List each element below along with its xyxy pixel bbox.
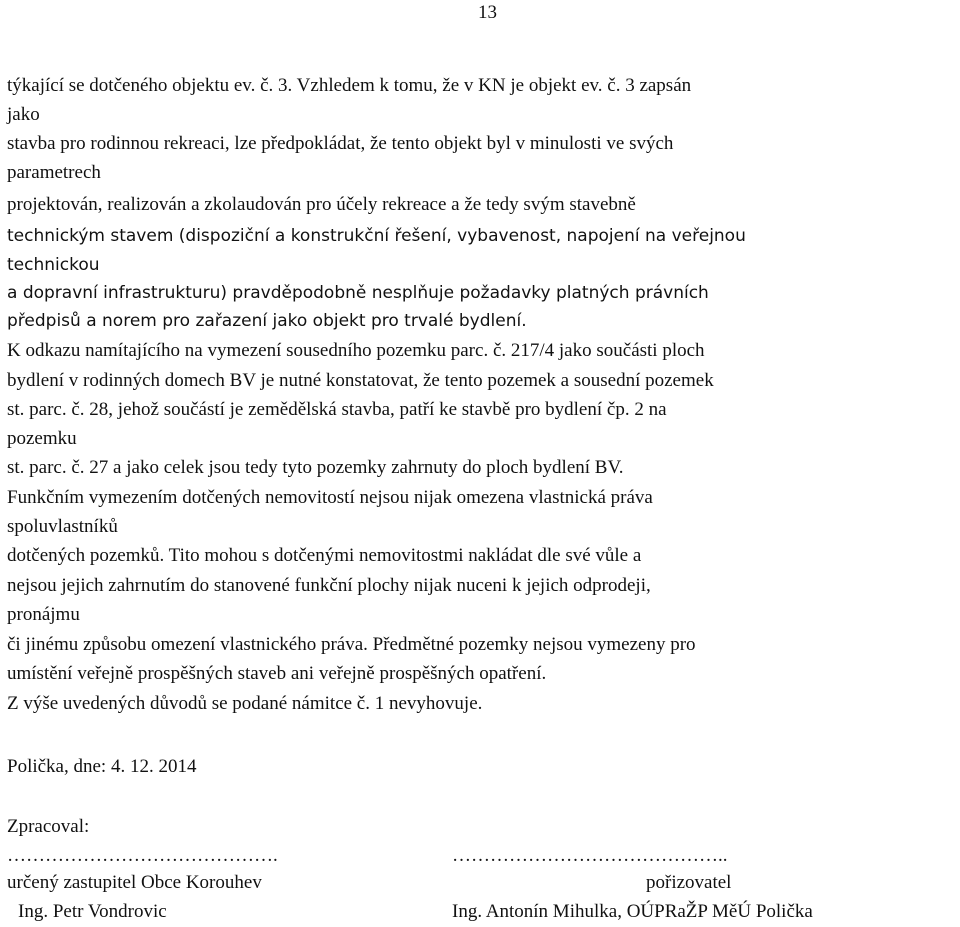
signature-name-left: Ing. Petr Vondrovic [18, 901, 167, 922]
body-line: týkající se dotčeného objektu ev. č. 3. Vzhledem k tomu, že v KN je objekt ev. č. 3 zapsán [7, 75, 692, 96]
page-number: 13 [478, 2, 497, 23]
signature-line-left: ……………………………………. [7, 845, 278, 866]
body-line: dotčených pozemků. Tito mohou s dotčenými nemovitostmi nakládat dle své vůle a [7, 545, 642, 566]
signature-role-left: určený zastupitel Obce Korouhev [7, 872, 262, 893]
body-line: jako [7, 104, 40, 125]
body-line: Funkčním vymezením dotčených nemovitostí nejsou nijak omezena vlastnická práva [7, 487, 653, 508]
body-line: st. parc. č. 28, jehož součástí je zemědělská stavba, patří ke stavbě pro bydlení čp. 2 na [7, 399, 667, 420]
body-line: pronájmu [7, 604, 80, 625]
body-line: a dopravní infrastrukturu) pravděpodobně nesplňuje požadavky platných právních [7, 283, 709, 303]
body-line: st. parc. č. 27 a jako celek jsou tedy tyto pozemky zahrnuty do ploch bydlení BV. [7, 457, 624, 478]
body-line: Z výše uvedených důvodů se podané námitce č. 1 nevyhovuje. [7, 693, 483, 714]
body-line: či jinému způsobu omezení vlastnického práva. Předmětné pozemky nejsou vymezeny pro [7, 634, 696, 655]
body-line: technickou [7, 255, 100, 275]
signature-role-right: pořizovatel [646, 872, 732, 893]
signature-line-right: …………………………………….. [452, 845, 728, 866]
body-line: parametrech [7, 162, 101, 183]
date-line: Polička, dne: 4. 12. 2014 [7, 756, 197, 777]
signature-name-right: Ing. Antonín Mihulka, OÚPRaŽP MěÚ Polička [452, 901, 813, 922]
body-line: K odkazu namítajícího na vymezení sousedního pozemku parc. č. 217/4 jako součásti ploch [7, 340, 705, 361]
body-line: technickým stavem (dispoziční a konstrukční řešení, vybavenost, napojení na veřejnou [7, 226, 746, 246]
body-line: stavba pro rodinnou rekreaci, lze předpokládat, že tento objekt byl v minulosti ve svých [7, 133, 674, 154]
body-line: spoluvlastníků [7, 516, 118, 537]
prepared-by-label: Zpracoval: [7, 816, 90, 837]
body-line: pozemku [7, 428, 77, 449]
body-line: bydlení v rodinných domech BV je nutné konstatovat, že tento pozemek a sousední pozemek [7, 370, 714, 391]
body-line: nejsou jejich zahrnutím do stanovené funkční plochy nijak nuceni k jejich odprodeji, [7, 575, 651, 596]
body-line: projektován, realizován a zkolaudován pro účely rekreace a že tedy svým stavebně [7, 194, 636, 215]
body-line: umístění veřejně prospěšných staveb ani veřejně prospěšných opatření. [7, 663, 547, 684]
body-line: předpisů a norem pro zařazení jako objekt pro trvalé bydlení. [7, 311, 527, 331]
